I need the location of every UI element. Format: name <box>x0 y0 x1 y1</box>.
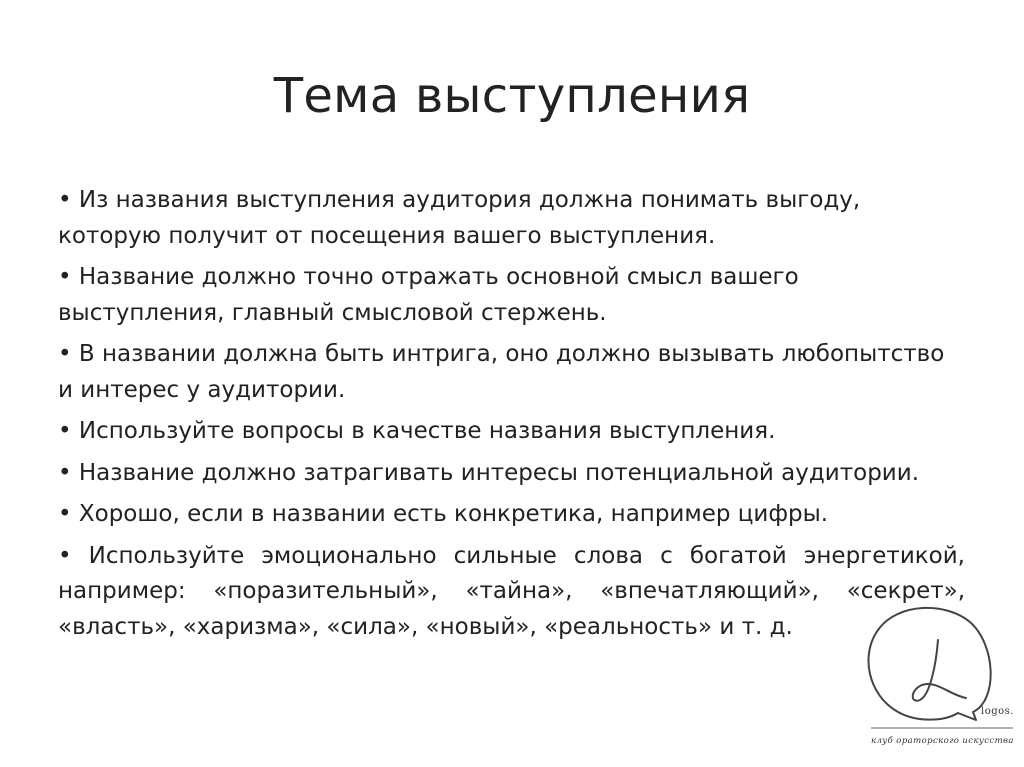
bullet-item: • Используйте вопросы в качестве названия выступления. <box>58 418 776 444</box>
bullet-item: • Название должно точно отражать основной смысл вашего выступления, главный смысловой стержень. <box>58 264 799 326</box>
logo-wordmark: logos. <box>981 706 1014 717</box>
bullet-item: • Используйте эмоционально сильные слова с богатой энергетикой, например: «поразительный», «тайна», «впечатляющий», «секрет», «власть», «харизма», «сила», «новый», «реальность» и т. д. <box>58 542 965 640</box>
bullet-item: • В названии должна быть интрига, оно должно вызывать любопытство и интерес у аудитории. <box>58 341 945 403</box>
logo-tagline: клуб ораторского искусства <box>871 736 1014 746</box>
bullet-item: • Название должно затрагивать интересы потенциальной аудитории. <box>58 459 920 486</box>
bullet-list <box>58 183 965 651</box>
slide-title: Тема выступления <box>273 68 751 124</box>
logo-speech-bubble-icon <box>858 600 1018 740</box>
club-logo <box>858 600 1018 762</box>
bullet-item: • Из названия выступления аудитория должна понимать выгоду, которую получит от посещения вашего выступления. <box>58 187 861 249</box>
bullet-item: • Хорошо, если в названии есть конкретика, например цифры. <box>58 501 829 527</box>
